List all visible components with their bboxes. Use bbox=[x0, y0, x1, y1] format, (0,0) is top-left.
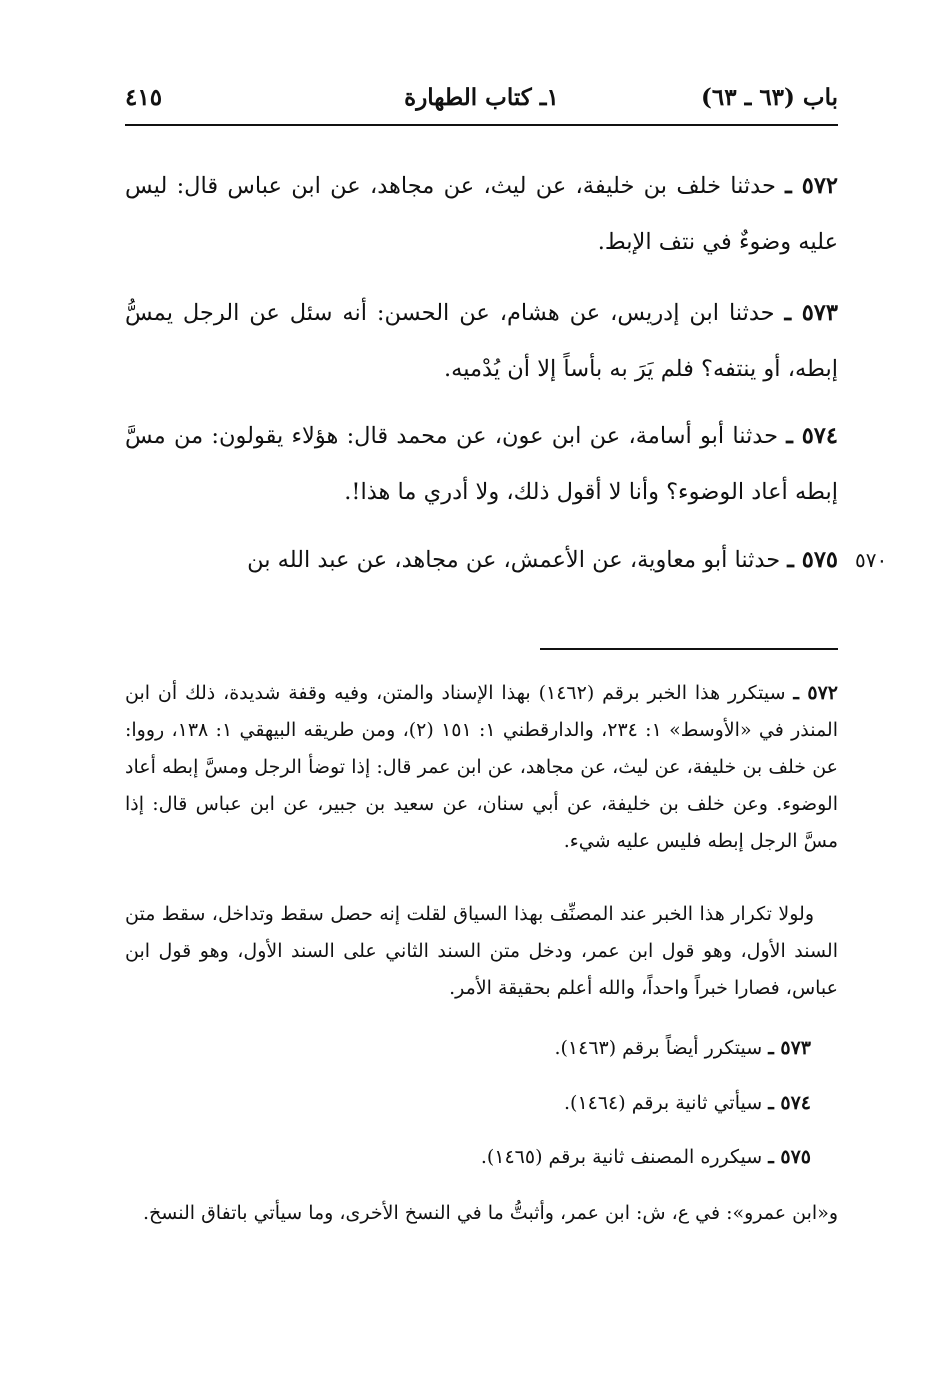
footnote-number: ٥٧٥ ـ bbox=[768, 1146, 811, 1168]
page-header bbox=[125, 80, 838, 126]
footnote-575 bbox=[125, 1139, 811, 1176]
hadith-number: ٥٧٥ ـ bbox=[787, 547, 838, 573]
book-title: ١ـ كتاب الطهارة bbox=[404, 84, 559, 111]
footnote-number: ٥٧٣ ـ bbox=[768, 1037, 811, 1059]
footnote-574 bbox=[125, 1085, 811, 1122]
hadith-572 bbox=[125, 158, 838, 270]
footnote-text: سيكرره المصنف ثانية برقم (١٤٦٥). bbox=[480, 1146, 769, 1168]
hadith-number: ٥٧٣ ـ bbox=[784, 300, 838, 326]
hadith-text: حدثنا أبو معاوية، عن الأعمش، عن مجاهد، عن عبد الله بن bbox=[247, 547, 788, 573]
hadith-number: ٥٧٤ ـ bbox=[786, 423, 838, 449]
hadith-number: ٥٧٢ ـ bbox=[785, 173, 838, 199]
footnote-572 bbox=[125, 675, 838, 860]
hadith-text: حدثنا أبو أسامة، عن ابن عون، عن محمد قال: هؤلاء يقولون: من مسَّ إبطه أعاد الوضوء؟ وأنا لا أقول ذلك، ولا أدري ما هذا!. bbox=[125, 423, 838, 505]
footnote-number: ٥٧٤ ـ bbox=[768, 1092, 811, 1114]
footnote-divider bbox=[540, 648, 838, 650]
hadith-574 bbox=[125, 408, 838, 520]
footnote-text: ولولا تكرار هذا الخبر عند المصنِّف بهذا السياق لقلت إنه حصل سقط وتداخل، سقط متن السند الأول، وهو قول ابن عمر، ودخل متن السند الثاني على السند الأول، وهو قول ابن عباس، فصارا خبراً واحداً، والله أعلم بحقيقة الأمر. bbox=[125, 903, 838, 999]
footnote-text: و«ابن عمرو»: في ع، ش: ابن عمر، وأثبتُّ ما في النسخ الأخرى، وما سيأتي باتفاق النسخ. bbox=[142, 1202, 838, 1224]
footnote-text: سيتكرر أيضاً برقم (١٤٦٣). bbox=[554, 1037, 769, 1059]
footnote-variant-note bbox=[125, 1195, 838, 1232]
footnote-573 bbox=[125, 1030, 811, 1067]
footnote-number: ٥٧٢ ـ bbox=[793, 682, 839, 704]
hadith-573 bbox=[125, 285, 838, 397]
page-number: ٤١٥ bbox=[125, 84, 163, 111]
hadith-text: حدثنا خلف بن خليفة، عن ليث، عن مجاهد، عن ابن عباس قال: ليس عليه وضوءٌ في نتف الإبط. bbox=[125, 173, 838, 255]
footnote-continuation bbox=[125, 896, 838, 1007]
chapter-reference: باب (٦٣ ـ ٦٣) bbox=[700, 84, 838, 111]
hadith-text: حدثنا ابن إدريس، عن هشام، عن الحسن: أنه سئل عن الرجل يمسُّ إبطه، أو ينتفه؟ فلم يَرَ به بأساً إلا أن يُدْميه. bbox=[125, 300, 838, 382]
footnote-text: سيتكرر هذا الخبر برقم (١٤٦٢) بهذا الإسناد والمتن، وفيه وقفة شديدة، ذلك أن ابن المنذر في «الأوسط» ١: ٢٣٤، والدارقطني ١: ١٥١ (٢)، ومن طريقه البيهقي ١: ١٣٨، رووا: عن خلف بن خليفة، عن ليث، عن مجاهد، عن ابن عمر قال: إذا توضأ الرجل ومسَّ إبطه أعاد الوضوء. وعن خلف بن خليفة، عن أبي سنان، عن سعيد بن جبير، عن ابن عباس قال: إذا مسَّ الرجل إبطه فليس عليه شيء. bbox=[125, 682, 838, 852]
margin-number: ٥٧٠ bbox=[855, 548, 888, 572]
footnote-text: سيأتي ثانية برقم (١٤٦٤). bbox=[563, 1092, 769, 1114]
hadith-575 bbox=[125, 532, 838, 588]
